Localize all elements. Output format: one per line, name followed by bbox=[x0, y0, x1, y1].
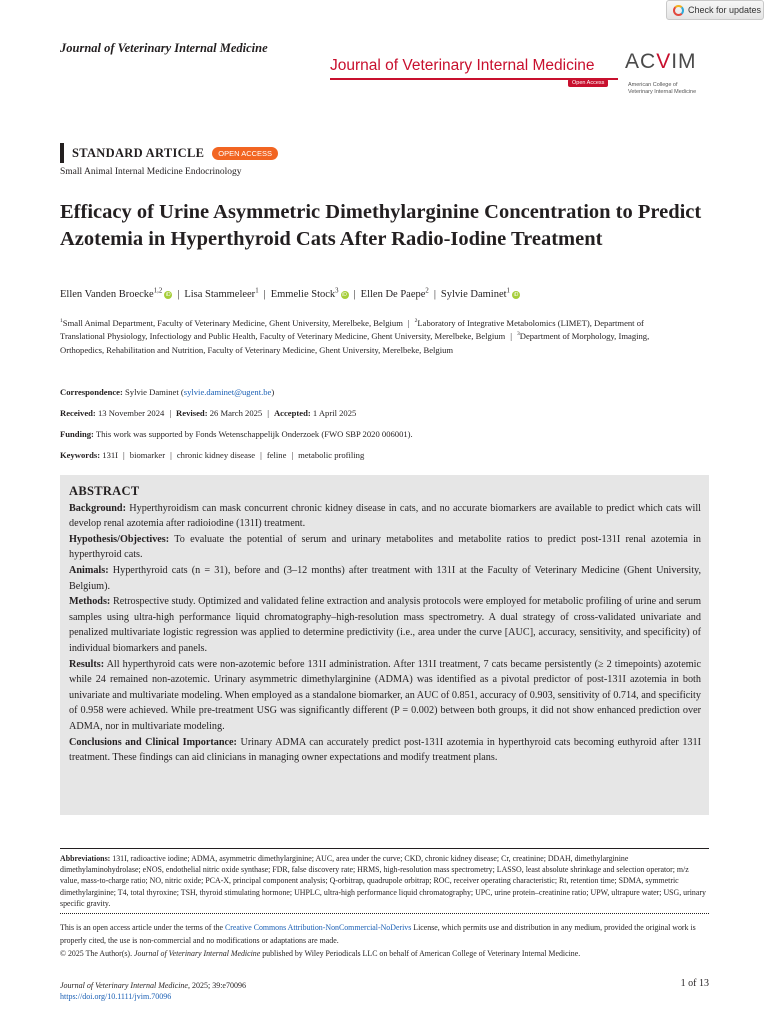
journal-brand bbox=[330, 48, 710, 100]
orcid-icon[interactable]: iD bbox=[165, 292, 171, 298]
article-category: Small Animal Internal Medicine Endocrinology bbox=[60, 167, 242, 177]
funding: Funding: This work was supported by Fonds Wetenschappelijk Onderzoek (FWO SBP 2020 006001). bbox=[60, 429, 413, 439]
author[interactable]: Emmelie Stock$^3$iD bbox=[270, 287, 347, 300]
dates: Received: 13 November 2024 | Revised: 26 March 2025 | Accepted: 1 April 2025 bbox=[60, 408, 357, 418]
keyword: chronic kidney disease bbox=[176, 450, 256, 460]
acvim-logo: ACVIM bbox=[625, 50, 697, 73]
author-list: Ellen Vanden Broecke$^{1,2}$iD | Lisa Stammeleer$^1$ | Emmelie Stock$^3$iD | Ellen De Paepe$^2$ | Sylvie Daminet$^1$iD bbox=[60, 287, 519, 300]
author[interactable]: Lisa Stammeleer$^1$ bbox=[184, 287, 259, 300]
abstract-background: Background: Hyperthyroidism can mask concurrent chronic kidney disease in cats, and no accurate biomarkers are available to predict which cats will develop renal azotemia after radioiodine (131I) treatment. bbox=[69, 502, 702, 530]
article-type-label: STANDARD ARTICLE bbox=[72, 145, 205, 160]
article-type bbox=[60, 143, 278, 163]
acvim-subtitle: American College of Veterinary Internal Medicine bbox=[628, 82, 697, 95]
abstract-box bbox=[60, 475, 709, 815]
orcid-icon[interactable]: iD bbox=[513, 292, 519, 298]
keyword: biomarker bbox=[129, 450, 166, 460]
check-for-updates-label: Check for updates bbox=[688, 5, 762, 15]
divider bbox=[60, 848, 709, 849]
affiliations: $^1$Small Animal Department, Faculty of Veterinary Medicine, Ghent University, Merelbeke, Belgium | $^2$Laboratory of Integrative Metabolomics (LIMET), Department of Translational Physiology, Infectiology and Public Health, Faculty of Veterinary Medicine, Ghent University, Merelbeke, Belgium | $^3$Department of Morphology, Imaging, Orthopedics, Rehabilitation and Nutrition, Faculty of Veterinary Medicine, Ghent University, Merelbeke, Belgium bbox=[60, 318, 650, 355]
author[interactable]: Ellen Vanden Broecke$^{1,2}$iD bbox=[60, 287, 171, 300]
article-type-bar bbox=[60, 143, 64, 163]
author[interactable]: Ellen De Paepe$^2$ bbox=[360, 287, 429, 300]
keyword: feline bbox=[266, 450, 287, 460]
cc-license-link[interactable]: Creative Commons Attribution-NonCommercial-NoDerivs bbox=[225, 923, 412, 932]
author[interactable]: Sylvie Daminet$^1$iD bbox=[440, 287, 519, 300]
article-title: Efficacy of Urine Asymmetric Dimethylarginine Concentration to Predict Azotemia in Hyperthyroid Cats After Radio-Iodine Treatment bbox=[60, 201, 702, 250]
abstract-methods: Methods: Retrospective study. Optimized and validated feline extraction and analysis protocols were employed for metabolic profiling of urine and serum samples using ultra-high performance liquid chromatography–high-resolution mass spectrometry. A dual strategy of cross-validated univariate and penalized multivariate logistic regression was applied to determine predictivity (i.e., area under the curve [AUC], accuracy, sensitivity, and specificity) of individual biomarkers and panels. bbox=[69, 596, 702, 654]
abstract-conclusions: Conclusions and Clinical Importance: Urinary ADMA can accurately predict post-131I azotemia in hyperthyroid cats becoming euthyroid after 131I treatment. These findings can aid clinicians in managing owner expectations and modify treatment plans. bbox=[69, 736, 701, 764]
brand-journal-name: Journal of Veterinary Internal Medicine bbox=[330, 57, 595, 74]
page-number: 1 of 13 bbox=[680, 978, 709, 989]
footer-citation: Journal of Veterinary Internal Medicine, 2025; 39:e70096 https://doi.org/10.1111/jvim.70096 bbox=[60, 981, 246, 1001]
abstract-heading: ABSTRACT bbox=[69, 484, 140, 498]
abstract-hypothesis: Hypothesis/Objectives: To evaluate the potential of serum and urinary metabolites and metabolite ratios to predict post-131I renal azotemia in hyperthyroid cats. bbox=[69, 533, 701, 561]
correspondence-email-link[interactable]: sylvie.daminet@ugent.be bbox=[183, 387, 272, 397]
abstract-results: Results: All hyperthyroid cats were non-azotemic before 131I administration. After 131I treatment, 7 cats became persistently (≥ 2 timepoints) azotemic while 24 remained non-azotemic. Urinary asymmetric dimethylarginine (ADMA) was identified as a pivotal predictor of post-131I azotemia in both univariate and multivariate modeling. When employed as a standalone biomarker, an AUC of 0.851, accuracy of 0.903, sensitivity of 0.714, and specificity of 0.958 were achieved. While pre-treatment USG was significantly different (P = 0.002) between both groups, it did not show enhanced prediction over ADMA, nor in multivariate modeling. bbox=[69, 658, 701, 732]
brand-open-access: Open Access bbox=[568, 79, 608, 87]
check-for-updates-button[interactable] bbox=[666, 0, 764, 20]
abstract-animals: Animals: Hyperthyroid cats (n = 31), before and (3–12 months) after treatment with 131I at the Faculty of Veterinary Medicine (Ghent University, Belgium). bbox=[69, 564, 702, 592]
abbreviations: Abbreviations: 131I, radioactive iodine; ADMA, asymmetric dimethylarginine; AUC, area under the curve; CKD, chronic kidney disease; Cr, creatinine; DDAH, dimethylarginine dimethylaminohydrolase; eNOS, endothelial nitric oxide synthase; FDR, false discovery rate; HRMS, high-resolution mass spectrometry; LASSO, least absolute shrinkage and selection operator; m/z value, mass-to-charge ratio; NO, nitric oxide; PCA-X, principal component analysis; Q-orbitrap, quadrupole orbitrap; ROC, receiver operating characteristic; Rt, retention time; SDMA, symmetric dimethylarginine; T4, total thyroxine; TSH, thyroid stimulating hormone; UHPLC, ultra-high performance liquid chromatography; UPC, urine protein–creatinine ratio; UPW, ultrapure water; USG, urinary specific gravity. bbox=[60, 854, 706, 908]
keywords: Keywords: 131I | biomarker | chronic kidney disease | feline | metabolic profiling bbox=[60, 450, 365, 460]
license: This is an open access article under the terms of the Creative Commons Attribution-NonCommercial-NoDerivs License, which permits use and distribution in any medium, provided the original work is properly cited, the use is non-commercial and no modifications or adaptations are made. © 2025 The Author(s). Journal of Veterinary Internal Medicine published by Wiley Periodicals LLC on behalf of American College of Veterinary Internal Medicine. bbox=[60, 923, 696, 959]
orcid-icon[interactable]: iD bbox=[342, 292, 347, 298]
keyword: metabolic profiling bbox=[298, 450, 365, 460]
update-icon bbox=[673, 5, 684, 16]
running-journal-title: Journal of Veterinary Internal Medicine bbox=[60, 41, 268, 55]
correspondence: Correspondence: Sylvie Daminet (sylvie.daminet@ugent.be) bbox=[60, 387, 275, 397]
divider bbox=[60, 913, 709, 914]
keyword: 131I bbox=[102, 450, 119, 460]
open-access-badge[interactable]: OPEN ACCESS bbox=[212, 147, 278, 160]
doi-link[interactable]: https://doi.org/10.1111/jvim.70096 bbox=[60, 992, 172, 1001]
